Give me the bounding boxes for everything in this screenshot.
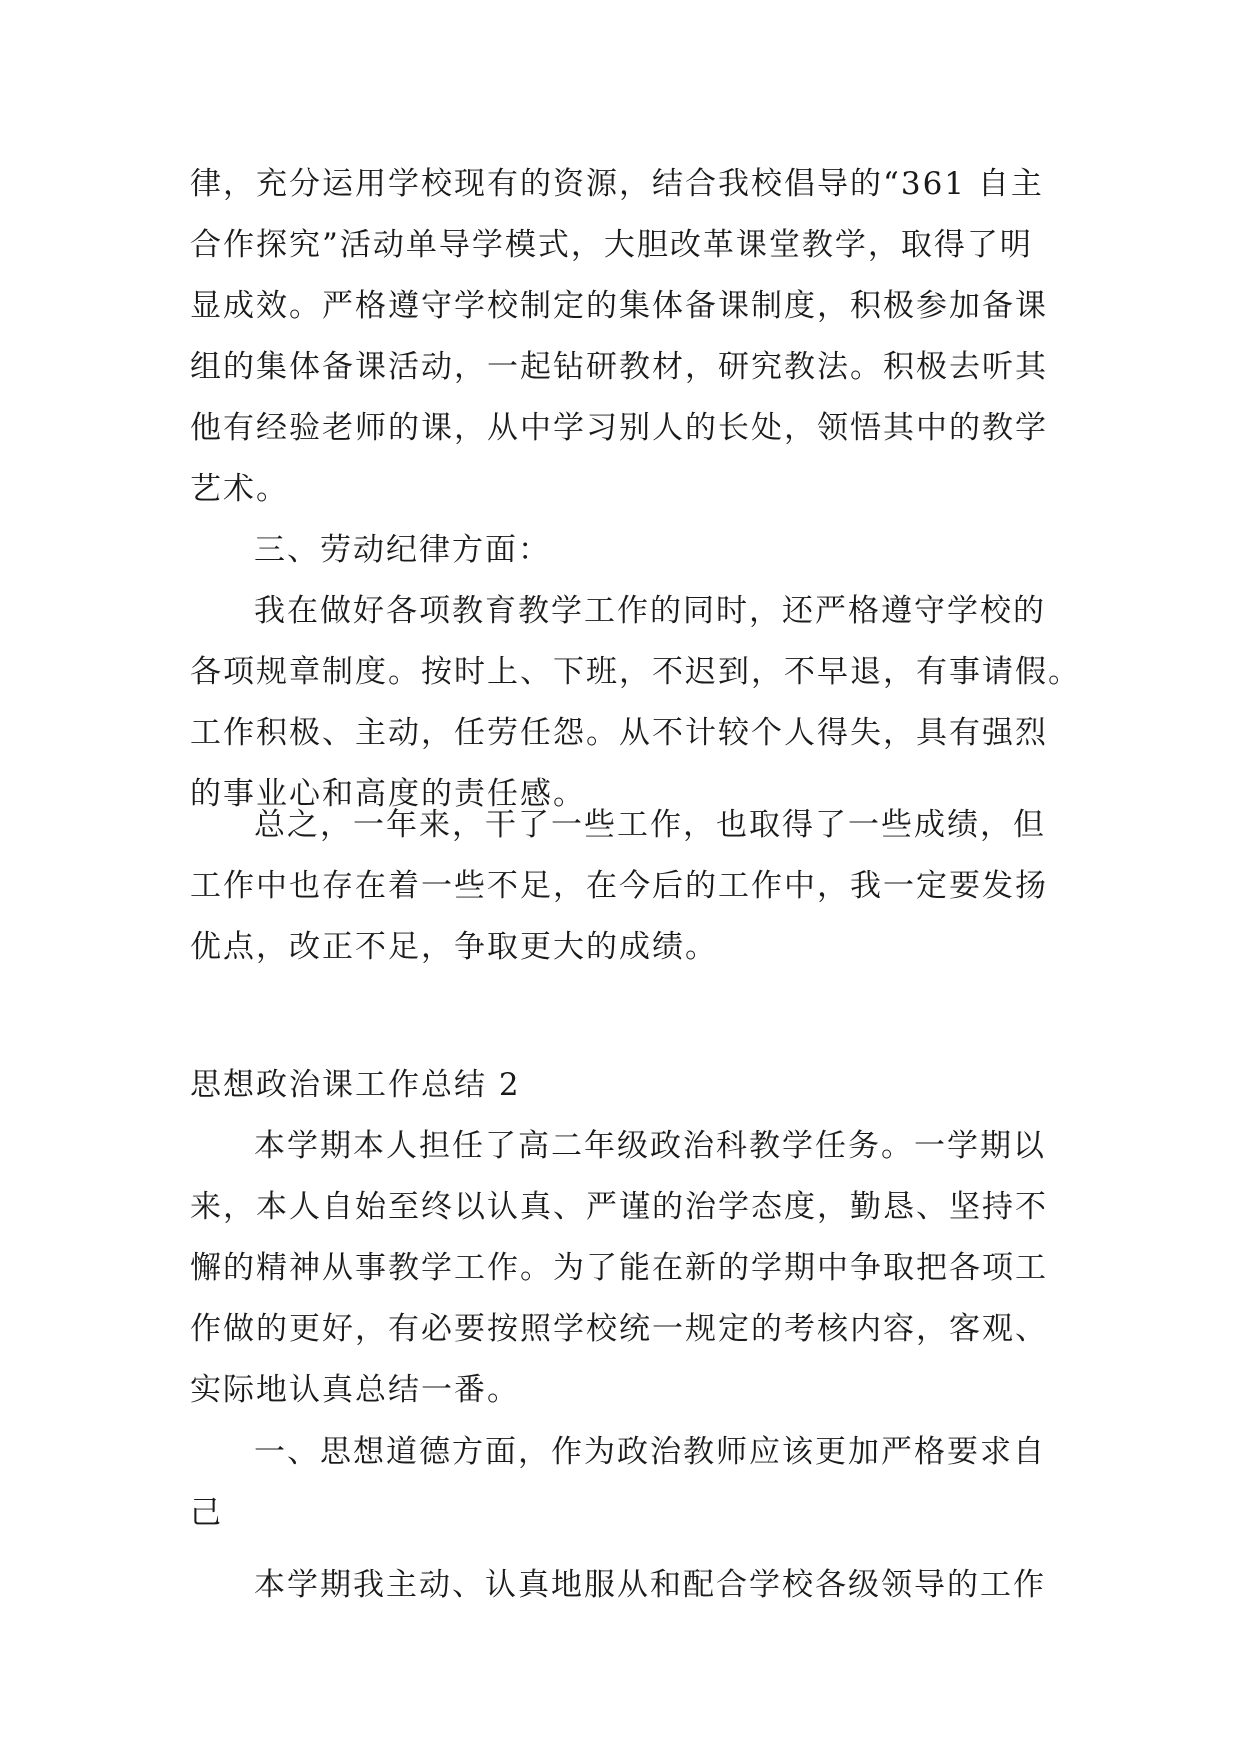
- section-heading: 三、劳动纪律方面：: [254, 532, 551, 568]
- text-line: 显成效。严格遵守学校制定的集体备课制度，积极参加备课: [190, 288, 1048, 324]
- text-line: 艺术。: [190, 471, 289, 507]
- text-line: 实际地认真总结一番。: [190, 1372, 520, 1408]
- text-line: 各项规章制度。按时上、下班，不迟到，不早退，有事请假。: [190, 654, 1081, 690]
- text-line: 作做的更好，有必要按照学校统一规定的考核内容，客观、: [190, 1311, 1048, 1347]
- text-line: 组的集体备课活动，一起钻研教材，研究教法。积极去听其: [190, 349, 1048, 385]
- paragraph-labor-discipline: [190, 581, 1081, 825]
- heading-moral: [190, 1422, 1052, 1544]
- text-line: 懈的精神从事教学工作。为了能在新的学期中争取把各项工: [190, 1250, 1048, 1286]
- document-subtitle: 思想政治课工作总结 2: [190, 1067, 521, 1103]
- text-line: 合作探究”活动单导学模式，大胆改革课堂教学，取得了明: [190, 227, 1033, 263]
- section-heading-continued: 己: [190, 1495, 223, 1531]
- text-line: 律，充分运用学校现有的资源，结合我校倡导的“361 自主: [190, 166, 1044, 202]
- text-line: 本学期本人担任了高二年级政治科教学任务。一学期以: [254, 1128, 1046, 1164]
- paragraph-summary: [190, 795, 1052, 978]
- section-heading: 一、思想道德方面，作为政治教师应该更加严格要求自: [254, 1434, 1046, 1470]
- text-line: 工作积极、主动，任劳任怨。从不计较个人得失，具有强烈: [190, 715, 1048, 751]
- text-line: 优点，改正不足，争取更大的成绩。: [190, 929, 718, 965]
- text-line: 的事业心和高度的责任感。: [190, 776, 586, 812]
- text-line: 本学期我主动、认真地服从和配合学校各级领导的工作: [254, 1567, 1046, 1603]
- text-line: 他有经验老师的课，从中学习别人的长处，领悟其中的教学: [190, 410, 1048, 446]
- paragraph-intro: [190, 1116, 1052, 1421]
- text-line: 来，本人自始至终以认真、严谨的治学态度，勤恳、坚持不: [190, 1189, 1048, 1225]
- section-title: [190, 1055, 1052, 1116]
- paragraph-cooperation: [190, 1555, 1052, 1616]
- text-line: 总之，一年来，干了一些工作，也取得了一些成绩，但: [254, 807, 1046, 843]
- paragraph-teaching-continuation: [190, 154, 1052, 520]
- heading-labor-discipline: [190, 520, 1052, 581]
- text-line: 工作中也存在着一些不足，在今后的工作中，我一定要发扬: [190, 868, 1048, 904]
- text-line: 我在做好各项教育教学工作的同时，还严格遵守学校的: [254, 593, 1046, 629]
